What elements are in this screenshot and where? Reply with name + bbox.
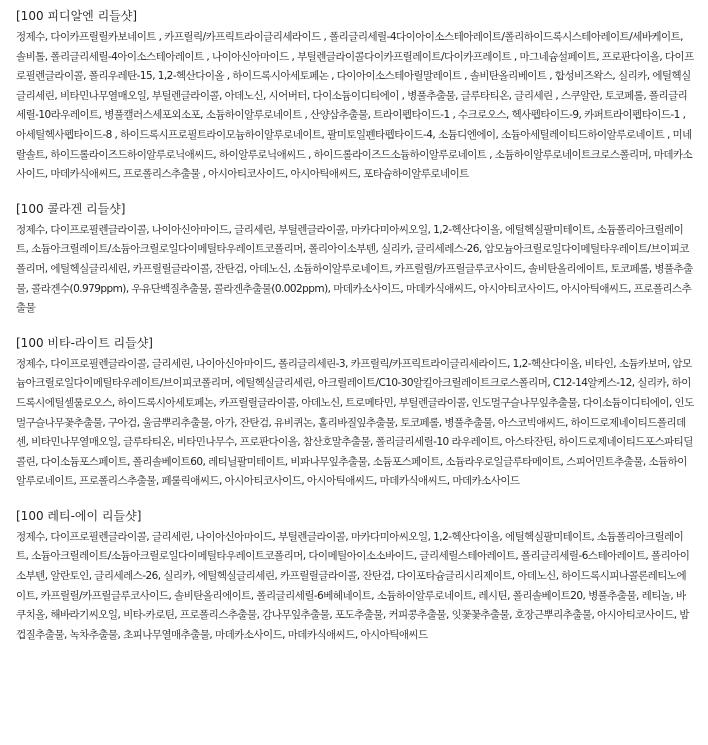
section-collagen-riddle-shot — [16, 199, 694, 319]
section-reti-a-riddle-shot — [16, 506, 694, 646]
section-pdrn-riddle-shot — [16, 6, 694, 185]
ingredient-list: 정제수, 다이카프릴릴카보네이트 , 카프릴릭/카프릭트라이글리세라이드 , 폴리글리세릴-4다이아이소스테아레이트/폴리하이드록시스테아레이트/세바케이트, 솔비톨, 폴리글리세릴-4아이소스테아레이트 , 나이아신아마이드 , 부틸렌글라이콜다이카프릴레이트/다이카프레이트 , 마그네슘설페이트, 프로판다이올, 다이프로필렌글라이콜, 폴리우레탄-15, 1,2-헥산다이올 , 하이드록시아세토페논 , 다이아이소스테아릴말레이트 , 솔비탄올리베이트 , 합성비즈왁스, 실리카, 에틸헥실글리세린, 비타민나무열매오일, 부틸렌글라이콜, 아데노신, 시어버터, 다이소듐이디티에이 , 병풀추출물, 글루타티온, 글리세린 , 스쿠알란, 토코페롤, 폴리글리세릴-10라우레이트, 병풀캘러스세포외소포, 소듐하이알루로네이트 , 산양삼추출물, 트라이펩타이드-1 , 수크로오스, 헥사펩타이드-9, 카퍼트라이펩타이드-1 , 아세틸헥사펩타이드-8 , 하이드록시프로필트라이모늄하이알루로네이트, 팔미토일펜타펩타이드-4, 소듐디엔에이, 소듐아세틸레이티드하이알루로네이트 , 미네랄솔트, 하이드롤라이즈드하이알루로닉애씨드, 하이알루로닉애씨드 , 하이드롤라이즈드소듐하이알루로네이트 , 소듐하이알루로네이트크로스폴리머, 마데카소사이드, 마데카식애씨드, 프로폴리스추출물 , 아시아티코사이드, 아시아틱애씨드, 포타슘하이알루로네이트 — [16, 31, 694, 181]
ingredient-list: 정제수, 다이프로필렌글라이콜, 글리세린, 나이아신아마이드, 부틸렌글라이콜, 마카다미아씨오일, 1,2-헥산다이올, 에틸헥실팔미테이트, 소듐폴리아크릴레이트, 소듐아크릴레이트/소듐아크릴로일다이메틸타우레이트코폴리머, 다이메틸아이소소바이드, 글리세릴스테아레이트, 폴리글리세릴-6스테아레이트, 폴리아이소부텐, 알란토인, 글리세레스-26, 실리카, 에틸헥실글리세린, 카프릴릴글라이콜, 잔탄검, 다이포타슘글리시리제이트, 아데노신, 하이드록시피나콜론레티노에이트, 카프릴릴/카프릴글루코사이드, 솔비탄올리에이트, 폴리글리세릴-6베헤네이트, 소듐하이알루로네이트, 레시틴, 폴리솔베이트20, 병풀추출물, 레티놀, 바쿠치올, 해바라기씨오일, 비타-카로틴, 프로폴리스추출물, 감나무잎추출물, 포도추출물, 커피콩추출물, 잇꽃꽃추출물, 호장근뿌리추출물, 아시아티코사이드, 밤껍질추출물, 녹차추출물, 초피나무열매추출물, 마데카소사이드, 마데카식애씨드, 아시아틱애씨드 — [16, 530, 690, 641]
section-title: [100 레티-에이 리들샷] — [16, 508, 142, 523]
ingredient-list: 정제수, 다이프로필렌글라이콜, 나이아신아마이드, 글리세린, 부틸렌글라이콜, 마카다미아씨오일, 1,2-헥산다이올, 에틸헥실팔미테이트, 소듐폴리아크릴레이트, 소듐아크릴레이트/소듐아크릴로일다이메틸타우레이트코폴리머, 폴리아이소부텐, 실리카, 글리세레스-26, 암모늄아크릴로일다이메틸타우레이트/브이피코폴리머, 에틸헥실글리세린, 카프릴릴글라이콜, 잔탄검, 아데노신, 소듐하이알루로네이트, 카프릴릴/카프릴글루코사이드, 솔비탄올리에이트, 토코페롤, 병풀추출물, 콜라겐수(0.979ppm), 우유단백질추출물, 콜라겐추출물(0.002ppm), 마데카소사이드, 마데카식애씨드, 아시아티코사이드, 아시아틱애씨드, 프로폴리스추출물 — [16, 223, 693, 315]
section-title: [100 콜라겐 리들샷] — [16, 201, 126, 216]
section-title: [100 피디알엔 리들샷] — [16, 9, 138, 23]
section-title: [100 비타-라이트 리들샷] — [16, 335, 153, 350]
section-vita-light-riddle-shot — [16, 333, 694, 492]
ingredient-list: 정제수, 다이프로필렌글라이콜, 글리세린, 나이아신아마이드, 폴리글리세린-3, 카프릴릭/카프릭트라이글리세라이드, 1,2-헥산다이올, 비타인, 소듐카보머, 암모늄아크릴로일다이메틸타우레이트/브이피코폴리머, 에틸헥실글리세린, 아크릴레이트/C10-30알킬아크릴레이트크로스폴리머, C12-14알케스-12, 실리카, 하이드록시에틸셀룰로오스, 하이드록시아세토페논, 카프릴릴글라이콜, 아데노신, 트로메타민, 부틸렌글라이콜, 인도멀구슬나무잎추출물, 다이소듐이디티에이, 인도멀구슬나무꽃추출물, 구아검, 울금뿌리추출물, 아가, 잔탄검, 유비퀴논, 홀리바질잎추출물, 토코페롤, 병풀추출물, 아스코빅애씨드, 하이드로제네이티드폴리데센, 비타민나무열매오일, 글루타티온, 비타민나무수, 프로판다이올, 참산호말추출물, 폴리글리세릴-10 라우레이트, 아스타잔틴, 하이드로제네이티드포스파티딜콜린, 다이소듐포스페이트, 폴리솔베이트60, 레티닐팔미테이트, 비파나무잎추출물, 소듐포스페이트, 소듐라우로일글루타메이트, 스피어민트추출물, 소듐하이알루로네이트, 프로폴리스추출물, 페룰릭애씨드, 아시아티코사이드, 아시아틱애씨드, 마데카식애씨드, 마데카소사이드 — [16, 357, 694, 488]
